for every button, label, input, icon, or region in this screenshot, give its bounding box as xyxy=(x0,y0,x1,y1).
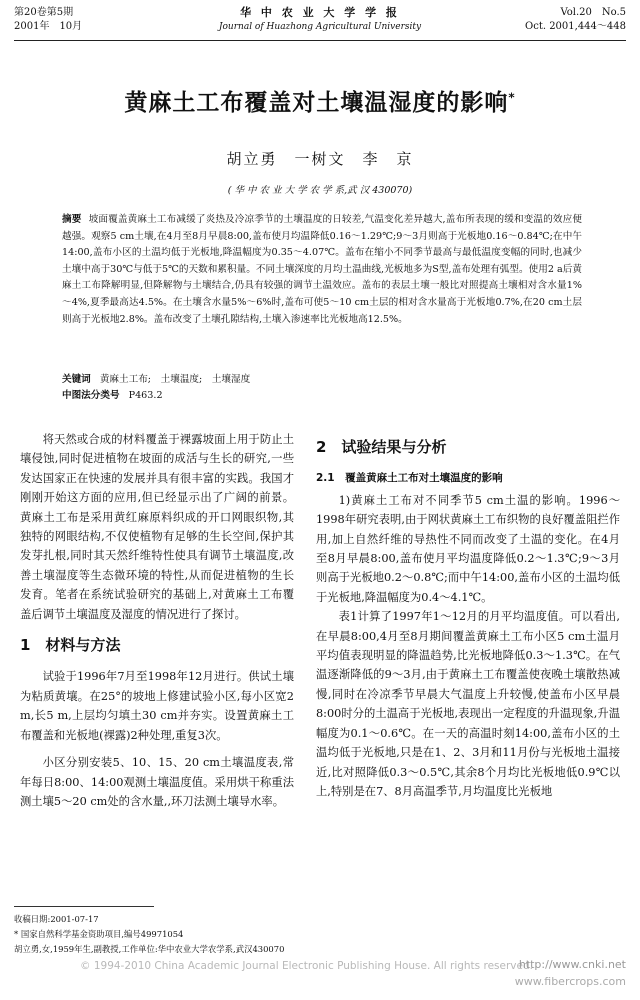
date-pages-en: Oct. 2001,444～448 xyxy=(525,21,626,32)
footnote-rule xyxy=(14,906,154,907)
header-right xyxy=(525,6,626,34)
section-1-paragraph-2: 小区分别安装5、10、15、20 cm土壤温度表,常年每日8:00、14:00观测土壤温度值。采用烘干称重法测土壤5～20 cm处的含水量,,环刀法测土壤导水率。 xyxy=(20,756,294,808)
keywords-text: 黄麻土工布; 土壤温度; 土壤湿度 xyxy=(99,374,251,385)
classification-label: 中图法分类号 xyxy=(62,390,120,401)
title-text: 黄麻土工布覆盖对土壤温湿度的影响 xyxy=(124,90,509,116)
header-rule xyxy=(14,40,626,41)
footnote-received-date: 收稿日期:2001-07-17 xyxy=(14,914,99,924)
intro-paragraph: 将天然或合成的材料覆盖于裸露坡面上用于防止土壤侵蚀,同时促进植物在坡面的成活与生长的研究,一些发达国家正在快速的发展并具有很丰富的实践。我国才刚刚开始这方面的应用,但已经显示出了广阔的前景。黄麻土工布是采用黄红麻原料织成的开口网眼织物,其独特的网眼结构,不仅使植物有足够的生长空间,保护其发芽扎根,同时其天然纤维特性使具有调节土壤温度,改善土壤湿度等生态微环境的特性,从而促进植物的生长发育。笔者在系统试验研究的基础上,对黄麻土工布覆盖后调节土壤温度及湿度的情况进行了探讨。 xyxy=(20,433,294,621)
abstract-text: 坡面覆盖黄麻土工布减缓了炎热及冷凉季节的土壤温度的日较差,气温变化差异越大,盖布所表现的缓和变温的效应便越强。观察5 cm土壤,在4月至8月早晨8:00,盖布使月均温降低0.16～1.29℃;9～3月则高于光板地0.16～0.84℃;在中午14:00,盖布小区的土温均低于光板地,降温幅度为0.35～4.07℃。盖布在缩小不同季节最高与最低温度变幅的同时,也减少土壤中高于30℃与低于5℃的天数和累积量。不同土壤深度的月均土温曲线,光板地多为S型,盖布处理有弧型。使用2 a后黄麻土工布降解明显,但降解物与土壤结合,仍具有较强的调节土温效应。盖布的表层土壤一般比对照提高土壤相对含水量1%～4%,夏季最高达4.5%。在土壤含水量5%～6%时,盖布可使5～10 cm土层的相对含水量高于光板地0.7%,在20 cm土层则高于光板地2.8%。盖布改变了土壤孔隙结构,土壤入渗速率比光板地高12.5%。 xyxy=(62,214,582,325)
section-1-paragraph-1: 试验于1996年7月至1998年12月进行。供试土壤为粘质黄壤。在25°的坡地上修建试验小区,每小区宽2 m,长5 m,上层均匀填土30 cm并夯实。设置黄麻土工布覆盖和光板地(裸露)2种处理,重复3次。 xyxy=(20,670,294,742)
journal-name-en: Journal of Huazhong Agricultural University xyxy=(218,22,422,32)
abstract xyxy=(62,212,582,328)
date-cn: 2001年 10月 xyxy=(14,21,83,32)
footnote-author-bio: 胡立勇,女,1959年生,副教授,工作单位:华中农业大学农学系,武汉430070 xyxy=(14,944,285,954)
section-2-paragraph-2: 表1计算了1997年1～12月的月平均温度值。可以看出,在早晨8:00,4月至8月期间覆盖黄麻土工布小区5 cm土温月平均值表现明显的降温趋势,比光板地降低0.3～1.3℃。在气温逐渐降低的9～3月,由于黄麻土工布覆盖使夜晚土壤散热减慢,同时在冷凉季节早晨大气温度上升较慢,使盖布小区早晨8:00时分的土温高于光板地,表现出一定程度的升温现象,升温幅度为0.1～0.6℃。在一天的高温时刻14:00,盖布小区的土温均低于光板地,只是在1、2、3月和11月份与光板地土温接近,比对照降低0.3～0.5℃,其余8个月均比光板地低0.9℃以上,特别是在7、8月高温季节,月均温度比光板地 xyxy=(316,610,620,798)
classification-line xyxy=(62,388,582,404)
keywords-block xyxy=(62,372,582,404)
vol-issue-en: Vol.20 No.5 xyxy=(560,7,626,18)
section-2-heading: 2 试验结果与分析 xyxy=(316,438,447,456)
subsection-2-1-heading: 2.1 覆盖黄麻土工布对土壤温度的影响 xyxy=(316,472,503,485)
abstract-label: 摘要 xyxy=(62,214,82,225)
watermark-url: http://www.cnki.net xyxy=(518,958,626,971)
watermark-source: www.fibercrops.com xyxy=(514,975,626,988)
keywords-line xyxy=(62,372,582,388)
running-header xyxy=(14,6,626,44)
right-column xyxy=(316,438,620,801)
keywords-label: 关键词 xyxy=(62,374,91,385)
section-1-heading: 1 材料与方法 xyxy=(20,636,121,655)
affiliation: ( 华 中 农 业 大 学 农 学 系,武 汉 430070) xyxy=(227,185,413,196)
author-list: 胡立勇 一树文 李 京 xyxy=(226,150,414,168)
copyright-notice: © 1994-2010 China Academic Journal Electronic Publishing House. All rights reserved. xyxy=(80,960,533,972)
footnotes xyxy=(14,912,626,957)
classification-text: P463.2 xyxy=(128,390,163,401)
left-column xyxy=(20,430,294,811)
paper-title xyxy=(14,84,626,117)
section-2-paragraph-1: 1)黄麻土工布对不同季节5 cm土温的影响。1996～1998年研究表明,由于网状黄麻土工布织物的良好覆盖阻拦作用,加上自然纤维的导热性不同而改变了土温的变化。在4月至8月早晨8:00,盖布使月平均温度降低0.2～1.3℃;9～3月则高于光板地0.2～0.8℃;而中午14:00,盖布小区的土温均低于光板地,降温幅度为0.4～4.1℃。 xyxy=(316,493,620,604)
footnote-fund: * 国家自然科学基金资助项目,编号49971054 xyxy=(14,929,184,939)
vol-issue-cn: 第20卷第5期 xyxy=(14,7,74,18)
journal-name-cn: 华 中 农 业 大 学 学 报 xyxy=(240,6,400,19)
title-footnote-mark: * xyxy=(508,90,516,105)
